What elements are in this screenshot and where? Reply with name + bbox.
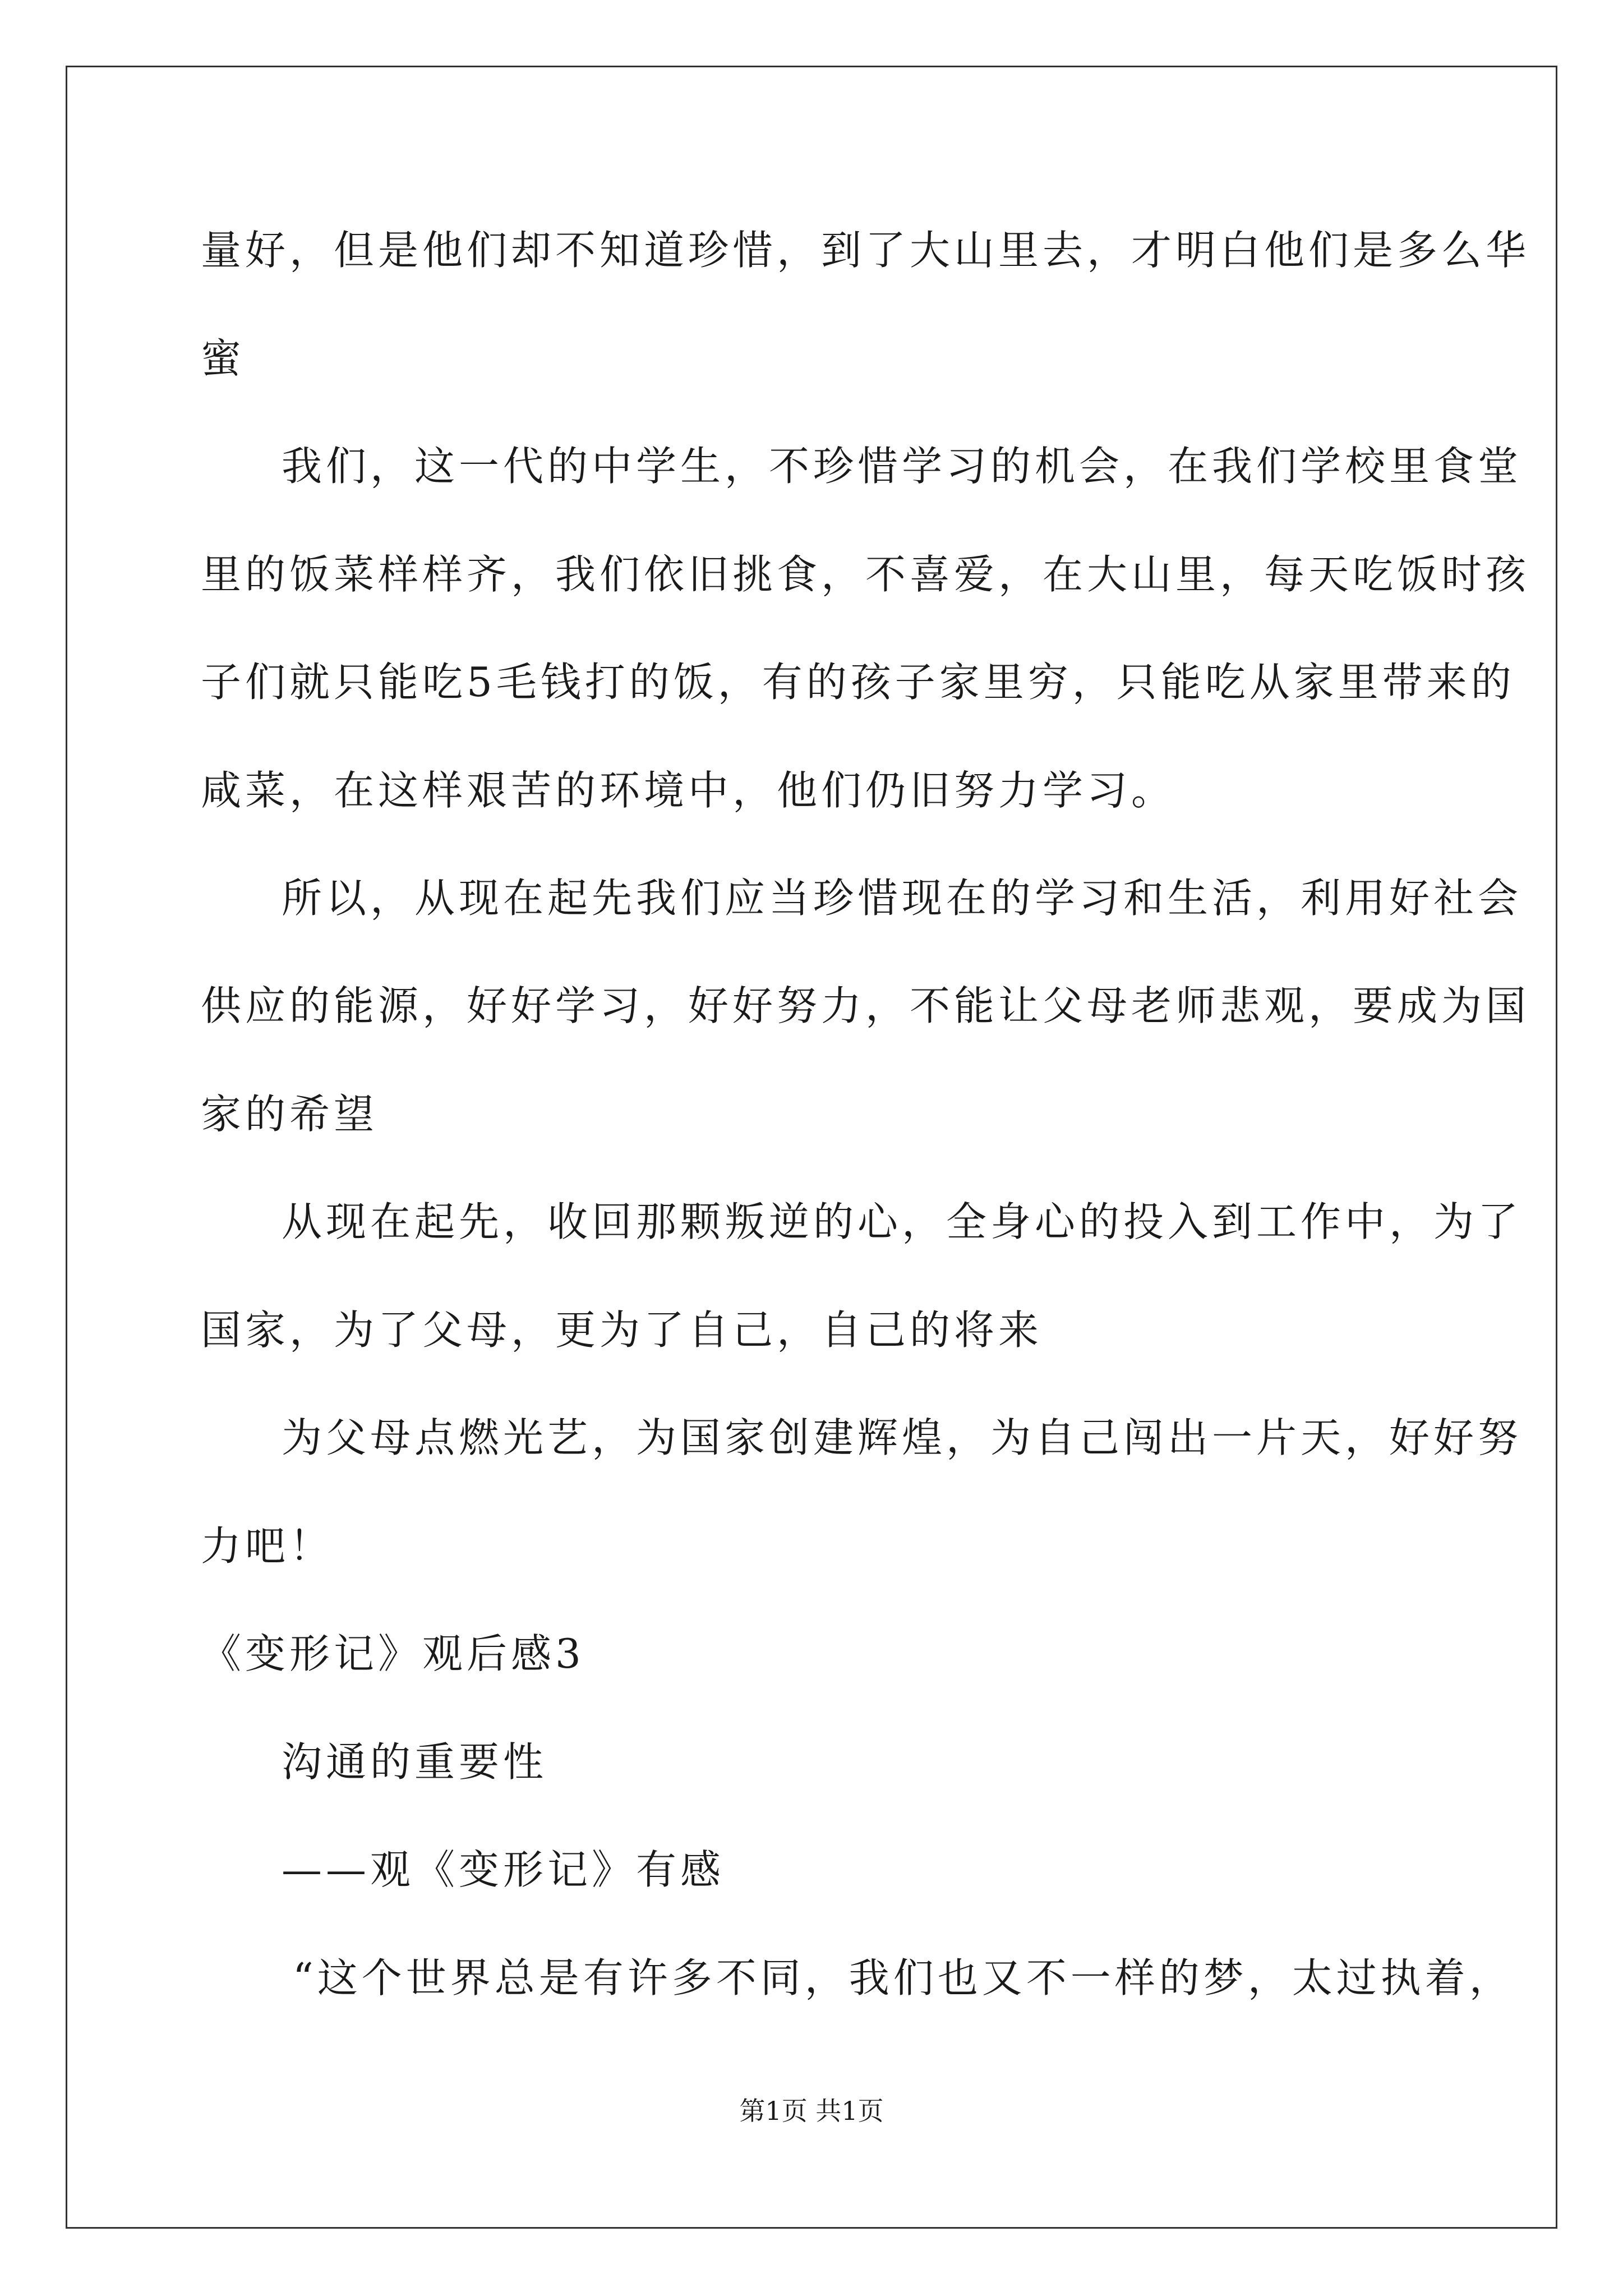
page-border [66, 66, 1557, 2229]
text-line: 量好，但是他们却不知道珍惜，到了大山里去，才明白他们是多么华 [201, 227, 1530, 274]
paragraph-start: 从现在起先，收回那颗叛逆的心，全身心的投入到工作中，为了 [282, 1198, 1523, 1245]
text-line: 蜜 [201, 335, 246, 382]
text-line: 国家，为了父母，更为了自己，自己的将来 [201, 1306, 1043, 1354]
page-number: 第1页 共1页 [739, 2096, 884, 2126]
paragraph-start: 为父母点燃光艺，为国家创建辉煌，为自己闯出一片天，好好努 [282, 1414, 1523, 1461]
paragraph-start: 我们，这一代的中学生，不珍惜学习的机会，在我们学校里食堂 [282, 443, 1523, 490]
paragraph-start: 所以，从现在起先我们应当珍惜现在的学习和生活，利用好社会 [282, 875, 1523, 922]
section-heading: 《变形记》观后感3 [201, 1630, 585, 1677]
essay-subtitle: ——观《变形记》有感 [282, 1846, 725, 1893]
text-line: 咸菜，在这样艰苦的环境中，他们仍旧努力学习。 [201, 767, 1176, 814]
text-line: 家的希望 [201, 1091, 379, 1138]
text-line: 子们就只能吃5毛钱打的饭，有的孩子家里穷，只能吃从家里带来的 [201, 659, 1515, 706]
text-line: 供应的能源，好好学习，好好努力，不能让父母老师悲观，要成为国 [201, 982, 1530, 1029]
essay-title: 沟通的重要性 [282, 1738, 548, 1786]
paragraph-start: “这个世界总是有许多不同，我们也又不一样的梦，太过执着， [293, 1954, 1514, 2001]
text-line: 里的饭菜样样齐，我们依旧挑食，不喜爱，在大山里，每天吃饭时孩 [201, 551, 1530, 598]
text-line: 力吧！ [201, 1522, 334, 1570]
